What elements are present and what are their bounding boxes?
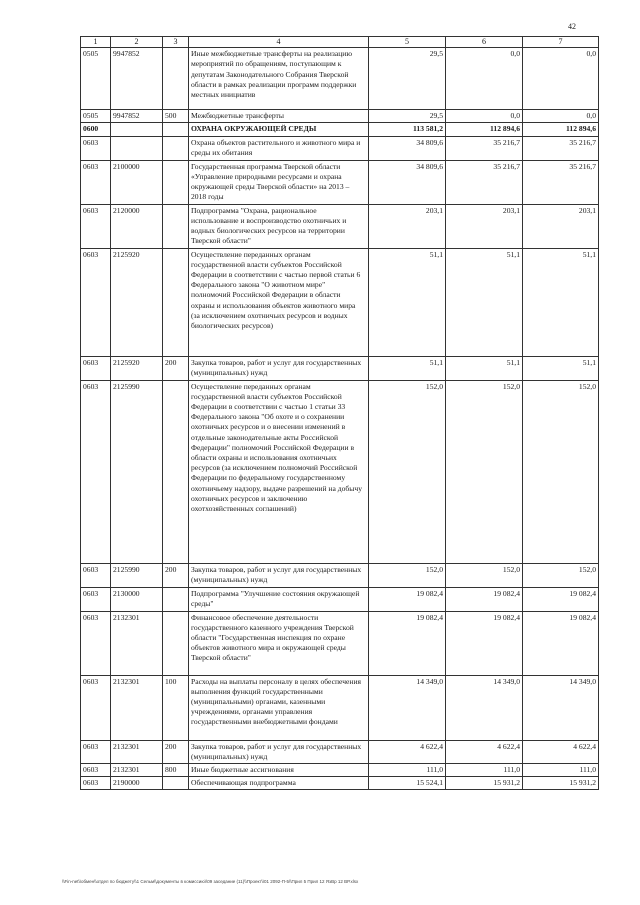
table-row <box>81 563 599 587</box>
target-article-cell <box>111 136 163 160</box>
amount-col6-cell: 0,0 <box>446 110 523 123</box>
description-cell: Осуществление переданных органам государственной власти субъектов Российской Федерации в соответствии с частью 1 статьи 33 Федерального закона "Об охоте и о сохранении охотничьих ресурсов и о внесении изменений в отдельные законодательные акты Российской Федерации" полномочий Российской Федерации в области охраны и использования охотничьих ресурсов (за исключением полномочий Российской Федерации по федеральному государственному охотничьему надзору, выдаче разрешений на добычу охотничьих ресурсов и заключению охотхозяйственных соглашений) <box>189 380 369 563</box>
amount-col6-cell: 51,1 <box>446 248 523 356</box>
table-row <box>81 777 599 790</box>
expense-type-cell <box>163 611 189 675</box>
section-code-cell: 0603 <box>81 675 111 740</box>
amount-col6-cell: 4 622,4 <box>446 740 523 763</box>
expense-type-cell <box>163 160 189 204</box>
table-row <box>81 123 599 136</box>
amount-col6-cell: 19 082,4 <box>446 587 523 611</box>
description-cell: Осуществление переданных органам государственной власти субъектов Российской Федерации в соответствии с частью первой статьи 6 Федерального закона "О животном мире" полномочий Российской Федерации в области охраны и использования объектов животного мира (за исключением охотничьих ресурсов и водных биологических ресурсов) <box>189 248 369 356</box>
column-number: 6 <box>446 37 523 48</box>
expense-type-cell <box>163 48 189 110</box>
description-cell: Межбюджетные трансферты <box>189 110 369 123</box>
amount-col5-cell: 152,0 <box>369 563 446 587</box>
table-row <box>81 48 599 110</box>
expense-type-cell <box>163 380 189 563</box>
amount-col7-cell: 4 622,4 <box>523 740 599 763</box>
target-article-cell: 2100000 <box>111 160 163 204</box>
table-body <box>81 48 599 790</box>
column-number: 1 <box>81 37 111 48</box>
section-code-cell: 0505 <box>81 48 111 110</box>
description-cell: Подпрограмма "Улучшение состояния окружающей среды" <box>189 587 369 611</box>
target-article-cell: 2125990 <box>111 563 163 587</box>
expense-type-cell <box>163 136 189 160</box>
table-row <box>81 160 599 204</box>
amount-col7-cell: 112 894,6 <box>523 123 599 136</box>
amount-col6-cell: 0,0 <box>446 48 523 110</box>
target-article-cell: 2120000 <box>111 204 163 248</box>
section-code-cell: 0603 <box>81 611 111 675</box>
target-article-cell: 2190000 <box>111 777 163 790</box>
amount-col5-cell: 29,5 <box>369 110 446 123</box>
target-article-cell <box>111 123 163 136</box>
amount-col6-cell: 152,0 <box>446 380 523 563</box>
amount-col5-cell: 51,1 <box>369 356 446 380</box>
amount-col5-cell: 4 622,4 <box>369 740 446 763</box>
expense-type-cell: 500 <box>163 110 189 123</box>
amount-col7-cell: 203,1 <box>523 204 599 248</box>
amount-col7-cell: 0,0 <box>523 48 599 110</box>
expense-type-cell: 200 <box>163 563 189 587</box>
amount-col5-cell: 15 524,1 <box>369 777 446 790</box>
target-article-cell: 2125920 <box>111 248 163 356</box>
table-row <box>81 356 599 380</box>
amount-col5-cell: 152,0 <box>369 380 446 563</box>
section-code-cell: 0603 <box>81 136 111 160</box>
amount-col7-cell: 111,0 <box>523 764 599 777</box>
amount-col7-cell: 14 349,0 <box>523 675 599 740</box>
description-cell: Закупка товаров, работ и услуг для государственных (муниципальных) нужд <box>189 740 369 763</box>
description-cell: Обеспечивающая подпрограмма <box>189 777 369 790</box>
target-article-cell: 2132301 <box>111 611 163 675</box>
amount-col7-cell: 19 082,4 <box>523 611 599 675</box>
amount-col5-cell: 111,0 <box>369 764 446 777</box>
table-row <box>81 675 599 740</box>
section-code-cell: 0603 <box>81 380 111 563</box>
table-row <box>81 380 599 563</box>
description-cell: ОХРАНА ОКРУЖАЮЩЕЙ СРЕДЫ <box>189 123 369 136</box>
section-code-cell: 0505 <box>81 110 111 123</box>
amount-col6-cell: 15 931,2 <box>446 777 523 790</box>
description-cell: Финансовое обеспечение деятельности государственного казенного учреждения Тверской области "Государственная инспекция по охране объектов животного мира и окружающей среды Тверской области" <box>189 611 369 675</box>
target-article-cell: 9947852 <box>111 110 163 123</box>
section-code-cell: 0603 <box>81 204 111 248</box>
amount-col7-cell: 0,0 <box>523 110 599 123</box>
target-article-cell: 2132301 <box>111 675 163 740</box>
amount-col5-cell: 19 082,4 <box>369 611 446 675</box>
expense-type-cell <box>163 777 189 790</box>
description-cell: Иные межбюджетные трансферты на реализацию мероприятий по обращениям, поступающим к депутатам Законодательного Собрания Тверской области в рамках реализации программ поддержки местных инициатив <box>189 48 369 110</box>
section-code-cell: 0603 <box>81 160 111 204</box>
table-row <box>81 587 599 611</box>
description-cell: Подпрограмма "Охрана, рациональное использование и воспроизводство охотничьих и водных биологических ресурсов на территории Тверской области" <box>189 204 369 248</box>
amount-col5-cell: 34 809,6 <box>369 136 446 160</box>
section-code-cell: 0603 <box>81 356 111 380</box>
description-cell: Закупка товаров, работ и услуг для государственных (муниципальных) нужд <box>189 563 369 587</box>
section-code-cell: 0603 <box>81 740 111 763</box>
amount-col6-cell: 35 216,7 <box>446 160 523 204</box>
amount-col5-cell: 14 349,0 <box>369 675 446 740</box>
table-row <box>81 248 599 356</box>
target-article-cell: 9947852 <box>111 48 163 110</box>
target-article-cell: 2125990 <box>111 380 163 563</box>
table-row <box>81 136 599 160</box>
amount-col5-cell: 203,1 <box>369 204 446 248</box>
description-cell: Охрана объектов растительного и животного мира и среды их обитания <box>189 136 369 160</box>
expense-type-cell <box>163 248 189 356</box>
amount-col6-cell: 152,0 <box>446 563 523 587</box>
file-path-footer: \\Fin-net\\обмен\\отдел по бюджету\\1 Сельм\\документы в комиссию\\09 заседание (11)\\Проект\\01 2092-П-5\\Прил 5 Прил 12 ЯзВр 12 ВР.xlsx <box>62 879 359 884</box>
section-code-cell: 0603 <box>81 248 111 356</box>
amount-col5-cell: 34 809,6 <box>369 160 446 204</box>
table-row <box>81 110 599 123</box>
column-number: 4 <box>189 37 369 48</box>
column-number: 3 <box>163 37 189 48</box>
section-code-cell: 0603 <box>81 777 111 790</box>
expense-type-cell: 200 <box>163 356 189 380</box>
expense-type-cell <box>163 204 189 248</box>
expense-type-cell: 200 <box>163 740 189 763</box>
page-number: 42 <box>568 22 576 31</box>
amount-col7-cell: 51,1 <box>523 356 599 380</box>
amount-col6-cell: 111,0 <box>446 764 523 777</box>
target-article-cell: 2125920 <box>111 356 163 380</box>
target-article-cell: 2132301 <box>111 764 163 777</box>
expense-type-cell: 100 <box>163 675 189 740</box>
expense-type-cell <box>163 123 189 136</box>
amount-col6-cell: 19 082,4 <box>446 611 523 675</box>
column-number-row <box>81 37 599 48</box>
amount-col5-cell: 113 581,2 <box>369 123 446 136</box>
amount-col6-cell: 14 349,0 <box>446 675 523 740</box>
column-number: 2 <box>111 37 163 48</box>
amount-col7-cell: 152,0 <box>523 380 599 563</box>
amount-col7-cell: 35 216,7 <box>523 160 599 204</box>
target-article-cell: 2132301 <box>111 740 163 763</box>
budget-table <box>80 36 599 790</box>
table-row <box>81 611 599 675</box>
column-number: 5 <box>369 37 446 48</box>
amount-col5-cell: 51,1 <box>369 248 446 356</box>
amount-col6-cell: 51,1 <box>446 356 523 380</box>
expense-type-cell: 800 <box>163 764 189 777</box>
section-code-cell: 0603 <box>81 563 111 587</box>
amount-col7-cell: 15 931,2 <box>523 777 599 790</box>
amount-col5-cell: 19 082,4 <box>369 587 446 611</box>
amount-col6-cell: 35 216,7 <box>446 136 523 160</box>
amount-col6-cell: 203,1 <box>446 204 523 248</box>
expense-type-cell <box>163 587 189 611</box>
column-number: 7 <box>523 37 599 48</box>
description-cell: Иные бюджетные ассигнования <box>189 764 369 777</box>
amount-col7-cell: 51,1 <box>523 248 599 356</box>
table-row <box>81 764 599 777</box>
amount-col7-cell: 152,0 <box>523 563 599 587</box>
table-row <box>81 204 599 248</box>
description-cell: Государственная программа Тверской области «Управление природными ресурсами и охрана окружающей среды Тверской области» на 2013 – 2018 годы <box>189 160 369 204</box>
amount-col6-cell: 112 894,6 <box>446 123 523 136</box>
target-article-cell: 2130000 <box>111 587 163 611</box>
description-cell: Расходы на выплаты персоналу в целях обеспечения выполнения функций государственными (муниципальными) органами, казенными учреждениями, органами управления государственными внебюджетными фондами <box>189 675 369 740</box>
amount-col7-cell: 19 082,4 <box>523 587 599 611</box>
amount-col7-cell: 35 216,7 <box>523 136 599 160</box>
section-code-cell: 0603 <box>81 764 111 777</box>
table-row <box>81 740 599 763</box>
description-cell: Закупка товаров, работ и услуг для государственных (муниципальных) нужд <box>189 356 369 380</box>
amount-col5-cell: 29,5 <box>369 48 446 110</box>
section-code-cell: 0603 <box>81 587 111 611</box>
section-code-cell: 0600 <box>81 123 111 136</box>
